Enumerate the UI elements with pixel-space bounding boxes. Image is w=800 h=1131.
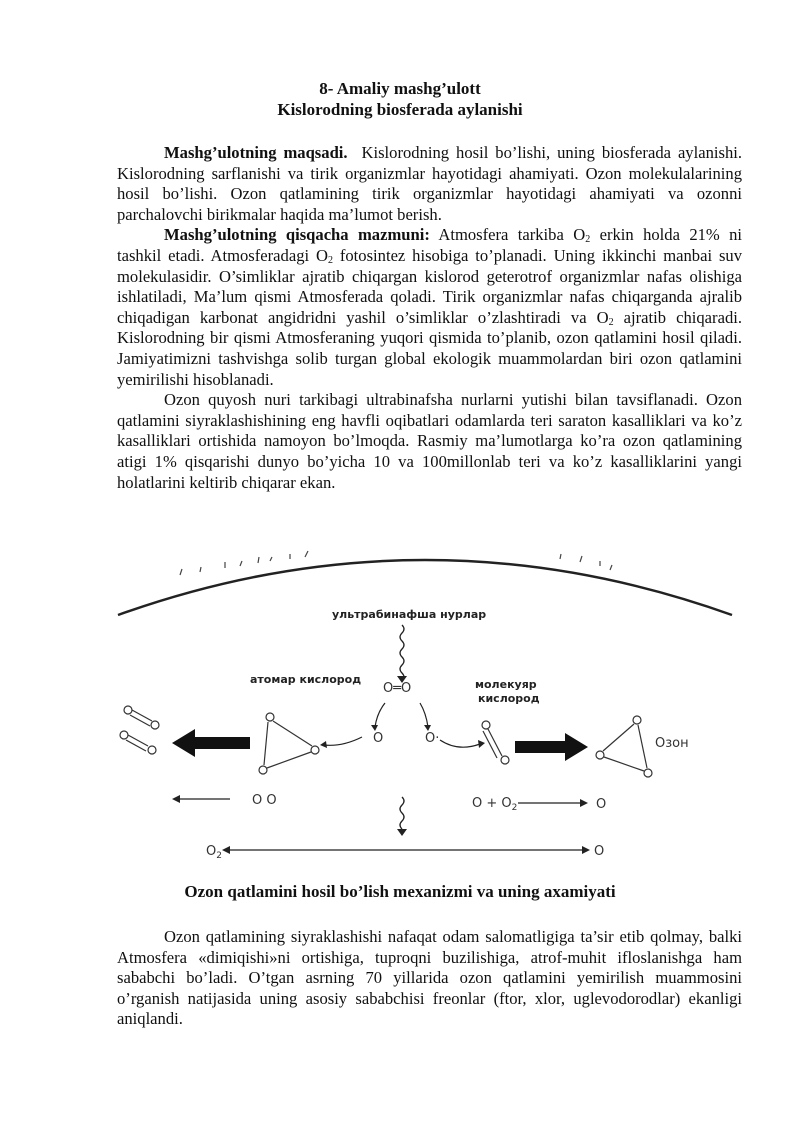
arrowhead-row2-left <box>172 795 180 803</box>
paragraph-ozone: Ozon quyosh nuri tarkibagi ultrabinafsha nurlarni yutishi bilan tavsiflanadi. Ozon qatlamini siyraklashishining eng havfli oqibatlari odamlarda teri saraton kasalliklari va ko’z kasalliklari ortishida namoyon bo’lmoqda. Rasmiy ma’lumotlarga ko’ra ozon qatlamining atigi 1% qisqarishi dunyo bo’yicha 10 va 100millonlab teri va ko’z kasalliklarini yangi holatlarini keltirib chiqarar ekan. <box>117 390 742 492</box>
arrowhead-row2-right <box>580 799 588 807</box>
big-arrow-left <box>172 729 250 757</box>
lead-summary: Mashg’ulotning qisqacha mazmuni: <box>164 225 430 245</box>
arrow-o-to-o2 <box>440 740 480 747</box>
ground-specks <box>180 551 612 575</box>
summary-text-c: fotosintez hisobiga to’planadi. Uning ikkinchi manbai suv molekulasidir. O’simliklar ajratib chiqargan kislorod geterotrof organizmlar nafas olishiga ishlatiladi, Ma’lum qismi Atmosferada qoladi. Tirik organizmlar nafas chiqarganda ajralib chiqadigan karbonat angidridni yashil o’simliklar o’zlashtiradi va O <box>117 245 742 327</box>
diagram-svg <box>110 545 740 865</box>
section-intro <box>117 143 742 493</box>
atomic-o-left: O <box>373 731 384 746</box>
uv-wave-arrow-2 <box>400 797 404 829</box>
bottom-o2 <box>206 844 222 861</box>
o2-molecule-top: O═O <box>383 681 412 696</box>
atomic-o-right: O· <box>425 731 440 746</box>
molecular-oxygen-label-1: молекуяр <box>475 678 537 691</box>
subscript-2: 2 <box>585 234 591 246</box>
uv-wave-arrow <box>400 625 404 681</box>
bottom-o: O <box>206 844 217 859</box>
page-title: 8- Amaliy mashg’ulott <box>319 79 481 98</box>
row2-o-plus-o2 <box>472 796 517 813</box>
arrowhead-bottom-left <box>222 846 230 854</box>
split-arrow-right <box>420 703 428 727</box>
molecular-oxygen-label-2: кислород <box>478 692 540 705</box>
uv-arrowhead-2 <box>397 829 407 836</box>
big-arrow-right <box>515 733 588 761</box>
summary-text-b: erkin holda 21% ni tashkil etadi. Atmosferadagi O <box>117 225 743 265</box>
uv-label: ультрабинафша нурлар <box>332 608 487 621</box>
ozone-right-triangle <box>596 716 652 777</box>
lead-goal: Mashg’ulotning maqsadi. <box>164 143 348 162</box>
split-arrow-left <box>375 703 385 727</box>
arrowhead-o-triangle <box>320 741 327 748</box>
section-conclusion <box>117 927 742 1030</box>
paragraph-goal <box>117 143 742 225</box>
atomic-oxygen-label: атомар кислород <box>250 673 362 686</box>
atmosphere-arc <box>118 560 732 615</box>
arrowhead-bottom-right <box>582 846 590 854</box>
subscript-2: 2 <box>608 316 614 328</box>
row2-o3-end: O <box>596 797 607 812</box>
figure-caption: Ozon qatlamini hosil bo’lish mexanizmi va uning axamiyati <box>184 882 616 901</box>
summary-text-d: ajratib chiqaradi. Kislorodning bir qismi Atmosferaning yuqori qismida to’planib, ozon qatlamini hosil qiladi. Jamiyatimizni tashvishga solib turgan global ekologik muammolardan biri ozon qatlamini yemirilishi hisoblanadi. <box>117 307 742 389</box>
row2-o-dot-o: O O <box>252 793 277 808</box>
subscript-2: 2 <box>327 254 333 266</box>
bottom-o-end: O <box>594 844 605 859</box>
arrowhead-o-o2 <box>478 740 485 748</box>
paragraph-conclusion: Ozon qatlamining siyraklashishi nafaqat odam salomatligiga ta’sir etib qolmay, balki Atmosfera «dimiqishi»ni ortishiga, tuproqni buzilishiga, atrof-muhit ifloslanishga ham sababchi bo’ladi. O’tgan asrning 70 yillarida ozon qatlamini yemirilish muammosini o’rganish natijasida uning asosiy sababchisi freonlar (ftor, xlor, uglevodorodlar) ekanligi aniqlandi. <box>117 927 742 1029</box>
row2-o-plus-o: O + O <box>472 796 512 811</box>
bottom-subscript-2: 2 <box>216 851 222 861</box>
ozone-left-triangle <box>259 713 319 774</box>
goal-text: Kislorodning hosil bo’lishi, uning biosferada aylanishi. Kislorodning sarflanishi va tirik organizmlar hayotidagi ahamiyati. Ozon molekulalarining hosil bo’lishi. Ozon qatlamining tirik organizmlar hayotidagi ahamiyati va ozonni parchalovchi birikmalar haqida ma’lumot berish. <box>117 143 742 224</box>
o2-right-molecule <box>482 721 509 764</box>
page-subtitle: Kislorodning biosferada aylanishi <box>277 100 523 119</box>
row2-subscript-2: 2 <box>511 803 518 813</box>
summary-text-a: Atmosfera tarkiba O <box>438 225 586 245</box>
ozone-label: Озон <box>655 736 689 751</box>
ozone-formation-diagram <box>110 545 740 865</box>
arrow-o-to-triangle <box>324 737 362 745</box>
paragraph-summary <box>117 225 742 390</box>
o2-left-molecules <box>120 706 159 754</box>
